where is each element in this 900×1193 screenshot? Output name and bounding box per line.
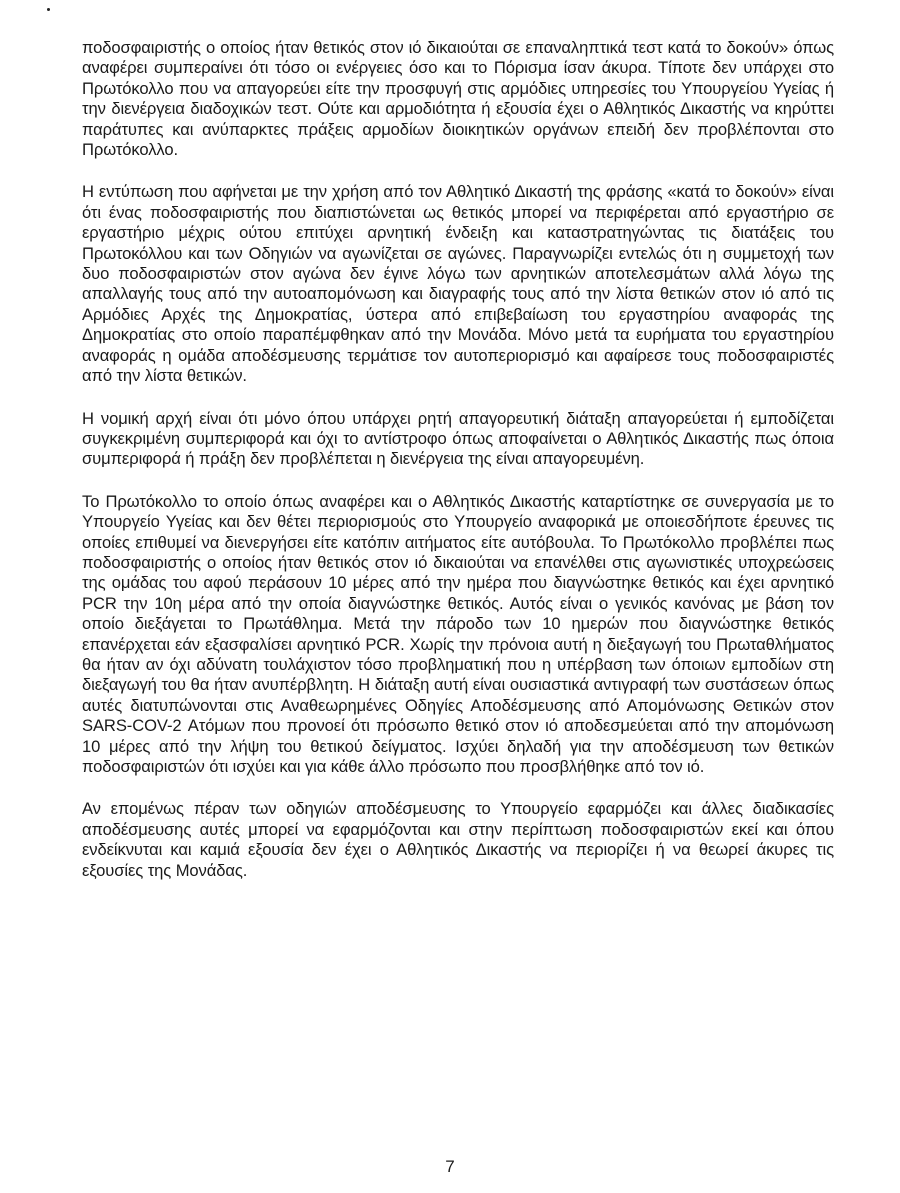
paragraph-2: Η εντύπωση που αφήνεται με την χρήση από τον Αθλητικό Δικαστή της φράσης «κατά το δοκούν» είναι ότι ένας ποδοσφαιριστής που διαπιστώνεται ως θετικός μπορεί να περιφέρεται από εργαστήριο σε εργαστήριο μέχρις ούτου επιτύχει αρνητική ένδειξη και καταστρατηγώντας τις διατάξεις του Πρωτοκόλλου και των Οδηγιών να αγωνίζεται σε αγώνες. Παραγνωρίζει εντελώς ότι η συμμετοχή των δυο ποδοσφαιριστών στον αγώνα δεν έγινε λόγω των αρνητικών αποτελεσμάτων αλλά λόγω της απαλλαγής τους από την αυτοαπομόνωση και διαγραφής τους από την λίστα θετικών στον ιό από τις Αρμόδιες Αρχές της Δημοκρατίας, ύστερα από επιβεβαίωση του εργαστηρίου αναφοράς της Δημοκρατίας στο οποίο παραπέμφθηκαν από την Μονάδα. Μόνο μετά τα ευρήματα του εργαστηρίου αναφοράς η ομάδα αποδέσμευσης τερμάτισε τον αυτοπεριορισμό και αφαίρεσε τους ποδοσφαιριστές από την λίστα θετικών. xyxy=(82,182,834,386)
paragraph-3: Η νομική αρχή είναι ότι μόνο όπου υπάρχει ρητή απαγορευτική διάταξη απαγορεύεται ή εμποδίζεται συγκεκριμένη συμπεριφορά και όχι το αντίστροφο όπως αποφαίνεται ο Αθλητικός Δικαστής πως όποια συμπεριφορά ή πράξη δεν προβλέπεται η διενέργεια της είναι απαγορευμένη. xyxy=(82,408,834,469)
document-body xyxy=(82,38,834,903)
paragraph-5: Αν επομένως πέραν των οδηγιών αποδέσμευσης το Υπουργείο εφαρμόζει και άλλες διαδικασίες αποδέσμευσης αυτές μπορεί να εφαρμόζονται και στην περίπτωση ποδοσφαιριστών εκεί και όπου ενδείκνυται και καμιά εξουσία δεν έχει ο Αθλητικός Δικαστής να περιορίζει ή να θεωρεί άκυρες τις εξουσίες της Μονάδας. xyxy=(82,799,834,880)
paragraph-1: ποδοσφαιριστής ο οποίος ήταν θετικός στον ιό δικαιούται σε επαναληπτικά τεστ κατά το δοκούν» όπως αναφέρει συμπεραίνει ότι τόσο οι ενέργειες όσο και το Πόρισμα ίσαν άκυρα. Τίποτε δεν υπάρχει στο Πρωτόκολλο που να απαγορεύει είτε την προσφυγή στις αρμόδιες υπηρεσίες του Υπουργείου Υγείας ή την διενέργεια διαδοχικών τεστ. Ούτε και αρμοδιότητα ή εξουσία έχει ο Αθλητικός Δικαστής να κηρύττει παράτυπες και ανύπαρκτες πράξεις αρμοδίων διοικητικών οργάνων επειδή δεν προβλέπονται στο Πρωτόκολλο. xyxy=(82,38,834,160)
page-number: 7 xyxy=(445,1157,455,1176)
paragraph-4: Το Πρωτόκολλο το οποίο όπως αναφέρει και ο Αθλητικός Δικαστής καταρτίστηκε σε συνεργασία με το Υπουργείο Υγείας και δεν θέτει περιορισμούς στο Υπουργείο αναφορικά με οποιεσδήποτε έρευνες τις οποίες επιθυμεί να διενεργήσει είτε κατόπιν αιτήματος είτε αυτόβουλα. Το Πρωτόκολλο προβλέπει πως ποδοσφαιριστής ο οποίος ήταν θετικός στον ιό δικαιούται να επανέλθει στις αγωνιστικές υποχρεώσεις της ομάδας του αφού περάσουν 10 μέρες από την ημέρα που διαγνώστηκε θετικός και έχει αρνητικό PCR την 10η μέρα από την οποία διαγνώστηκε θετικός. Αυτός είναι ο γενικός κανόνας με βάση τον οποίο διεξάγεται το Πρωτάθλημα. Μετά την πάροδο των 10 ημερών που διαγνώστηκε θετικός επανέρχεται εάν εξασφαλίσει αρνητικό PCR. Χωρίς την πρόνοια αυτή η διεξαγωγή του Πρωταθλήματος θα ήταν αν όχι αδύνατη τουλάχιστον τόσο προβληματική που η υπέρβαση των όποιων εμποδίων στη διεξαγωγή του θα ήταν ανυπέρβλητη. Η διάταξη αυτή είναι ουσιαστικά αντιγραφή των συστάσεων όπως αυτές διατυπώνονται στις Αναθεωρημένες Οδηγίες Αποδέσμευσης από Απομόνωσης Θετικών στον SARS-COV-2 Ατόμων που προνοεί ότι πρόσωπο θετικό στον ιό αποδεσμεύεται από την απομόνωση 10 μέρες από την λήψη του θετικού δείγματος. Ισχύει δηλαδή για την αποδέσμευση των θετικών ποδοσφαιριστών ότι ισχύει και για κάθε άλλο πρόσωπο που προσβλήθηκε από τον ιό. xyxy=(82,491,834,776)
stray-dot-mark xyxy=(47,8,50,11)
